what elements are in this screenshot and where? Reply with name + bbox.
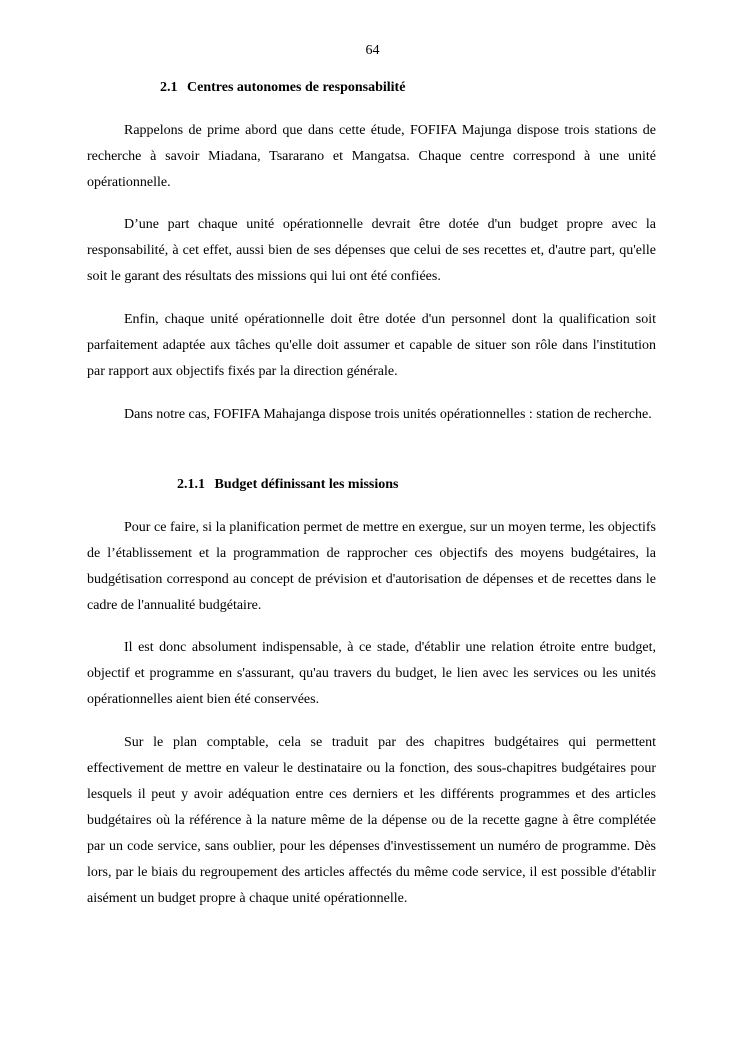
paragraph-relation: Il est donc absolument indispensable, à ce stade, d'établir une relation étroite entre budget, objectif et programme en s'assurant, qu'au travers du budget, le lien avec les services ou les unités opérationnelles aient bien été conservées. [87, 640, 656, 707]
section-heading-2-1 [160, 80, 405, 96]
paragraph-accounting: Sur le plan comptable, cela se traduit par des chapitres budgétaires qui permettent effectivement de mettre en valeur le destinataire ou la fonction, des sous-chapitres budgétaires pour lesquels il peut y avoir adéquation entre ces derniers et les différents programmes et des articles budgétaires où la référence à la nature même de la dépense ou de la recette gagne à être complétée par un code service, sans oublier, pour les dépenses d'investissement un numéro de programme. Dès lors, par le biais du regroupement des articles affectés du même code service, il est possible d'établir aisément un budget propre à chaque unité opérationnelle. [87, 735, 656, 906]
section-title: Centres autonomes de responsabilité [187, 80, 406, 95]
paragraph-stations: Rappelons de prime abord que dans cette étude, FOFIFA Majunga dispose trois stations de recherche à savoir Miadana, Tsararano et Mangatsa. Chaque centre correspond à une unité opérationnelle. [87, 123, 656, 190]
section-heading-2-1-1 [177, 477, 398, 493]
paragraph-budget-responsibility: D’une part chaque unité opérationnelle devrait être dotée d'un budget propre avec la responsabilité, à cet effet, aussi bien de ses dépenses que celui de ses recettes et, d'autre part, qu'elle soit le garant des résultats des missions qui lui ont été confiées. [87, 217, 656, 284]
paragraph-planning: Pour ce faire, si la planification permet de mettre en exergue, sur un moyen terme, les objectifs de l’établissement et la programmation de rapprocher ces objectifs des moyens budgétaires, la budgétisation correspond au concept de prévision et d'autorisation de dépenses et de recettes dans le cadre de l'annualité budgétaire. [87, 520, 656, 613]
paragraph-operational-units: Dans notre cas, FOFIFA Mahajanga dispose trois unités opérationnelles : station de recherche. [124, 407, 652, 422]
page-number: 64 [365, 43, 380, 58]
subsection-number: 2.1.1 [177, 477, 205, 492]
paragraph-personnel: Enfin, chaque unité opérationnelle doit être dotée d'un personnel dont la qualification soit parfaitement adaptée aux tâches qu'elle doit assumer et capable de situer son rôle dans l'institution par rapport aux objectifs fixés par la direction générale. [87, 312, 656, 379]
subsection-title: Budget définissant les missions [214, 477, 399, 492]
section-number: 2.1 [160, 80, 178, 95]
